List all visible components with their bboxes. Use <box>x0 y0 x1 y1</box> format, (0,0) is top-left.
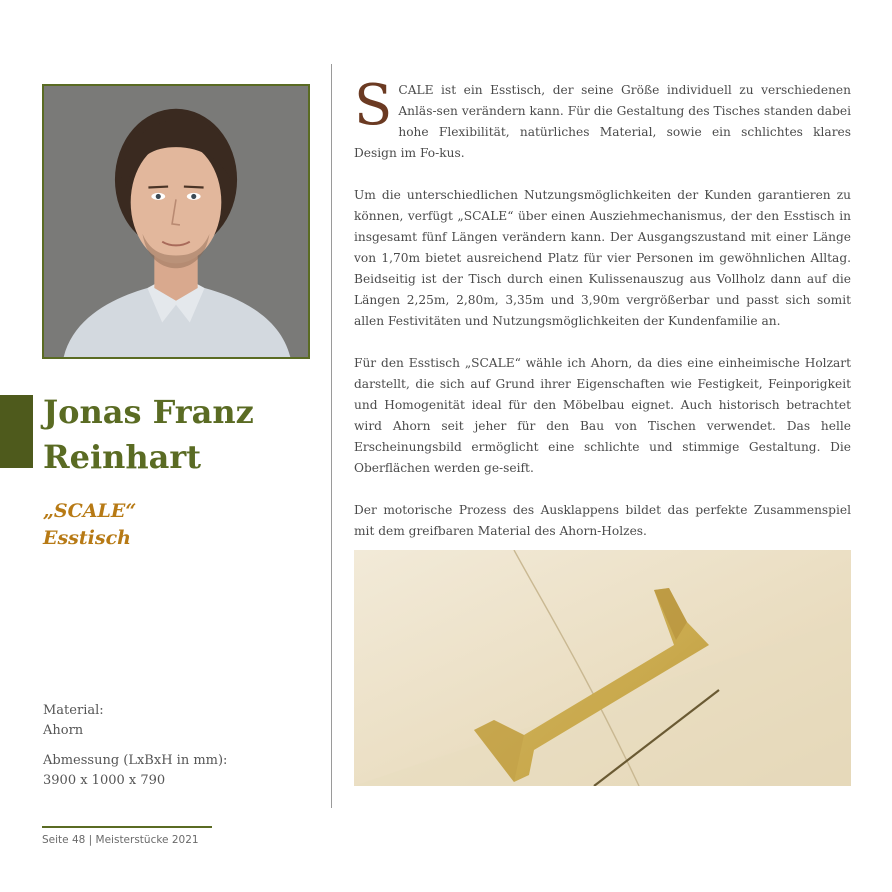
article-body <box>354 73 851 563</box>
material-label: Material: <box>43 703 104 718</box>
article-paragraph-2: Um die unterschiedlichen Nutzungsmöglichkeiten der Kunden garantieren zu können, verfügt „SCALE“ über einen Ausziehmechanismus, der den Esstisch in insgesamt fünf Längen verändern kann. Der Ausgangszustand mit einer Länge von 1,70m bietet ausreichend Platz für vier Personen im gewöhnlichen Alltag. Beidseitig ist der Tisch durch einen Kulissenauszug aus Vollholz dann auf die Längen 2,25m, 2,80m, 3,35m und 3,90m vergrößerbar und passt sich somit allen Festivitäten und Nutzungsmöglichkeiten der Kundenfamilie an. <box>354 188 851 328</box>
article-paragraph-1 <box>354 73 851 164</box>
drop-cap: S <box>354 73 393 138</box>
specs-block <box>43 701 303 791</box>
product-title: „SCALE“ <box>43 500 137 522</box>
article-paragraph-3: Für den Esstisch „SCALE“ wähle ich Ahorn, da dies eine einheimische Holzart darstellt, die sich auf Grund ihrer Eigenschaften wie Festigkeit, Feinporigkeit und Homogenität ideal für den Möbelbau eignet. Auch historisch betrachtet wird Ahorn seit jeher für den Bau von Tischen verwendet. Das helle Erscheinungsbild ermöglicht eine schlichte und stimmige Gestaltung. Die Oberflächen werden ge-seift. <box>354 356 851 475</box>
designer-name-line1: Jonas Franz <box>43 393 254 431</box>
dimension-value: 3900 x 1000 x 790 <box>43 773 166 788</box>
page-footer: Seite 48 | Meisterstücke 2021 <box>42 834 199 846</box>
footer-rule <box>42 826 212 828</box>
product-heading <box>43 498 303 552</box>
article-paragraph-1-text: CALE ist ein Esstisch, der seine Größe individuell zu verschiedenen Anläs-sen verändern kann. Für die Gestaltung des Tisches standen dabei hohe Flexibilität, natürliches Material, sowie ein schlichtes klares Design im Fo-kus. <box>354 83 851 160</box>
designer-name <box>43 390 323 480</box>
table-detail-photo <box>354 550 851 786</box>
dimension-label: Abmessung (LxBxH in mm): <box>43 753 228 768</box>
product-subtitle: Esstisch <box>43 527 131 549</box>
designer-name-line2: Reinhart <box>43 438 202 476</box>
specs-spacer <box>43 741 303 751</box>
accent-bar <box>0 395 33 468</box>
portrait-photo <box>42 84 310 359</box>
article-paragraph-4: Der motorische Prozess des Ausklappens bildet das perfekte Zusammenspiel mit dem greifbaren Material des Ahorn-Holzes. <box>354 503 851 538</box>
column-divider <box>331 64 332 808</box>
material-value: Ahorn <box>43 723 84 738</box>
